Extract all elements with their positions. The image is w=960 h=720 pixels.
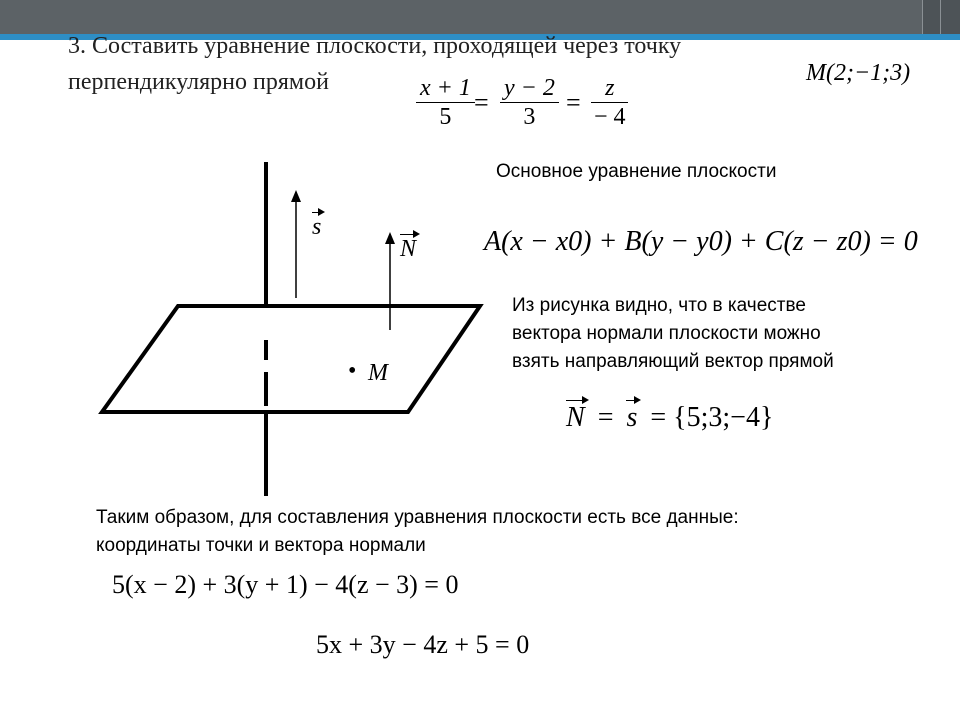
plane-parallelogram xyxy=(102,306,480,412)
vector-label: N xyxy=(400,236,417,262)
arrowhead-icon xyxy=(291,190,301,202)
fraction-denominator: 5 xyxy=(439,104,452,130)
explanation xyxy=(512,292,834,376)
line-eq-fraction-2 xyxy=(500,74,559,131)
vector-label: s xyxy=(312,214,322,240)
line-eq-fraction-1 xyxy=(416,74,475,131)
point-M-dot: • xyxy=(348,358,357,384)
fraction-numerator: x + 1 xyxy=(416,74,475,103)
explanation-line-2: вектора нормали плоскости можно xyxy=(512,323,821,344)
fraction-numerator: z xyxy=(591,74,628,103)
normal-value: = {5;3;−4} xyxy=(650,402,774,433)
explanation-line-1: Из рисунка видно, что в качестве xyxy=(512,295,806,316)
label-s xyxy=(312,214,321,241)
point-M: M(2;−1;3) xyxy=(806,60,911,86)
basic-equation: A(x − x0) + B(y − y0) + C(z − z0) = 0 xyxy=(484,226,918,257)
normal-s: s xyxy=(626,402,638,433)
fraction-denominator: − 4 xyxy=(594,104,626,130)
conclusion-line-1: Таким образом, для составления уравнения плоскости есть все данные: xyxy=(96,507,739,528)
fraction-denominator: 3 xyxy=(523,104,536,130)
title-line-2: перпендикулярно прямой xyxy=(68,69,329,95)
label-M: M xyxy=(368,360,388,386)
title-line-1: 3. Составить уравнение плоскости, проходящей через точку xyxy=(68,33,682,59)
conclusion xyxy=(96,504,739,560)
explanation-line-3: взять направляющий вектор прямой xyxy=(512,351,834,372)
result-equation-final: 5x + 3y − 4z + 5 = 0 xyxy=(316,630,530,659)
eq-sign: = xyxy=(474,88,489,117)
normal-N: N xyxy=(566,402,585,433)
line-eq-fraction-3 xyxy=(590,74,630,131)
fraction-numerator: y − 2 xyxy=(500,74,559,103)
arrowhead-icon xyxy=(385,232,395,244)
plane-diagram xyxy=(90,150,490,510)
eq-sign: = xyxy=(566,88,581,117)
conclusion-line-2: координаты точки и вектора нормали xyxy=(96,535,426,556)
result-equation-expanded: 5(x − 2) + 3(y + 1) − 4(z − 3) = 0 xyxy=(112,570,459,599)
basic-equation-label: Основное уравнение плоскости xyxy=(496,161,777,182)
label-N xyxy=(400,236,416,263)
normal-vector-equation xyxy=(566,402,773,434)
eq-sign: = xyxy=(597,402,614,433)
